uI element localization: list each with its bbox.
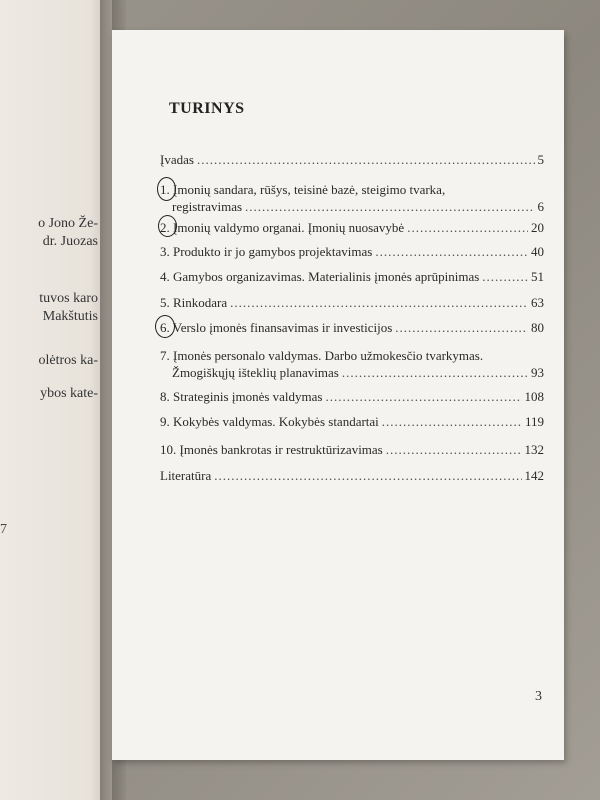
left-page [0,0,112,800]
toc-page-number: 108 [524,389,544,404]
left-page-line: Makštutis [42,309,98,324]
pen-circle-mark [157,177,176,201]
left-page-number: 7 [0,522,7,537]
toc-page-number: 20 [531,220,544,235]
toc-page-number: 142 [524,468,544,483]
toc-page-number: 132 [524,442,544,457]
toc-entry: 1. Įmonių sandara, rūšys, teisinė bazė, steigimo tvarka, registravimas ..... 6 [160,181,544,215]
left-page-line: ybos kate- [40,386,98,401]
toc-entry: 6. Verslo įmonės finansavimas ir investicijos ..... 80 [160,319,544,336]
toc-entry: 7. Įmonės personalo valdymas. Darbo užmokesčio tvarkymas. Žmogiškųjų išteklių planavimas ..... 93 [160,347,544,381]
toc-title: TURINYS [169,100,245,117]
toc-entry: 9. Kokybės valdymas. Kokybės standartai ..... 119 [160,413,544,430]
toc-entry: 2. Įmonių valdymo organai. Įmonių nuosavybė ..... 20 [160,219,544,236]
toc-page-number: 119 [524,414,544,429]
toc-entry: 4. Gamybos organizavimas. Materialinis įmonės aprūpinimas ..... 51 [160,268,544,285]
toc-page-number: 80 [531,320,544,335]
left-page-line: dr. Juozas [42,234,98,249]
page-number: 3 [535,689,542,704]
left-page-line: tuvos karo [39,291,98,306]
left-page-line: o Jono Že- [38,216,98,231]
toc-page-number: 93 [531,365,544,380]
toc-page-number: 40 [531,244,544,259]
toc-page-number: 6 [537,199,544,214]
toc-entry: 10. Įmonės bankrotas ir restruktūrizavimas ..... 132 [160,441,544,458]
toc-page-number: 63 [531,295,544,310]
toc-entry: 8. Strateginis įmonės valdymas ..... 108 [160,388,544,405]
table-of-contents-page [112,30,564,760]
left-page-line: olėtros ka- [38,353,98,368]
toc-entry: 5. Rinkodara ..... 63 [160,294,544,311]
toc-entry: Literatūra ..... 142 [160,467,544,484]
pen-circle-mark [155,315,175,338]
pen-circle-mark [158,215,177,237]
toc-page-number: 51 [531,269,544,284]
toc-entry: 3. Produkto ir jo gamybos projektavimas ..... 40 [160,243,544,260]
toc-entry: Įvadas ..... 5 [160,151,544,168]
toc-page-number: 5 [537,152,544,167]
